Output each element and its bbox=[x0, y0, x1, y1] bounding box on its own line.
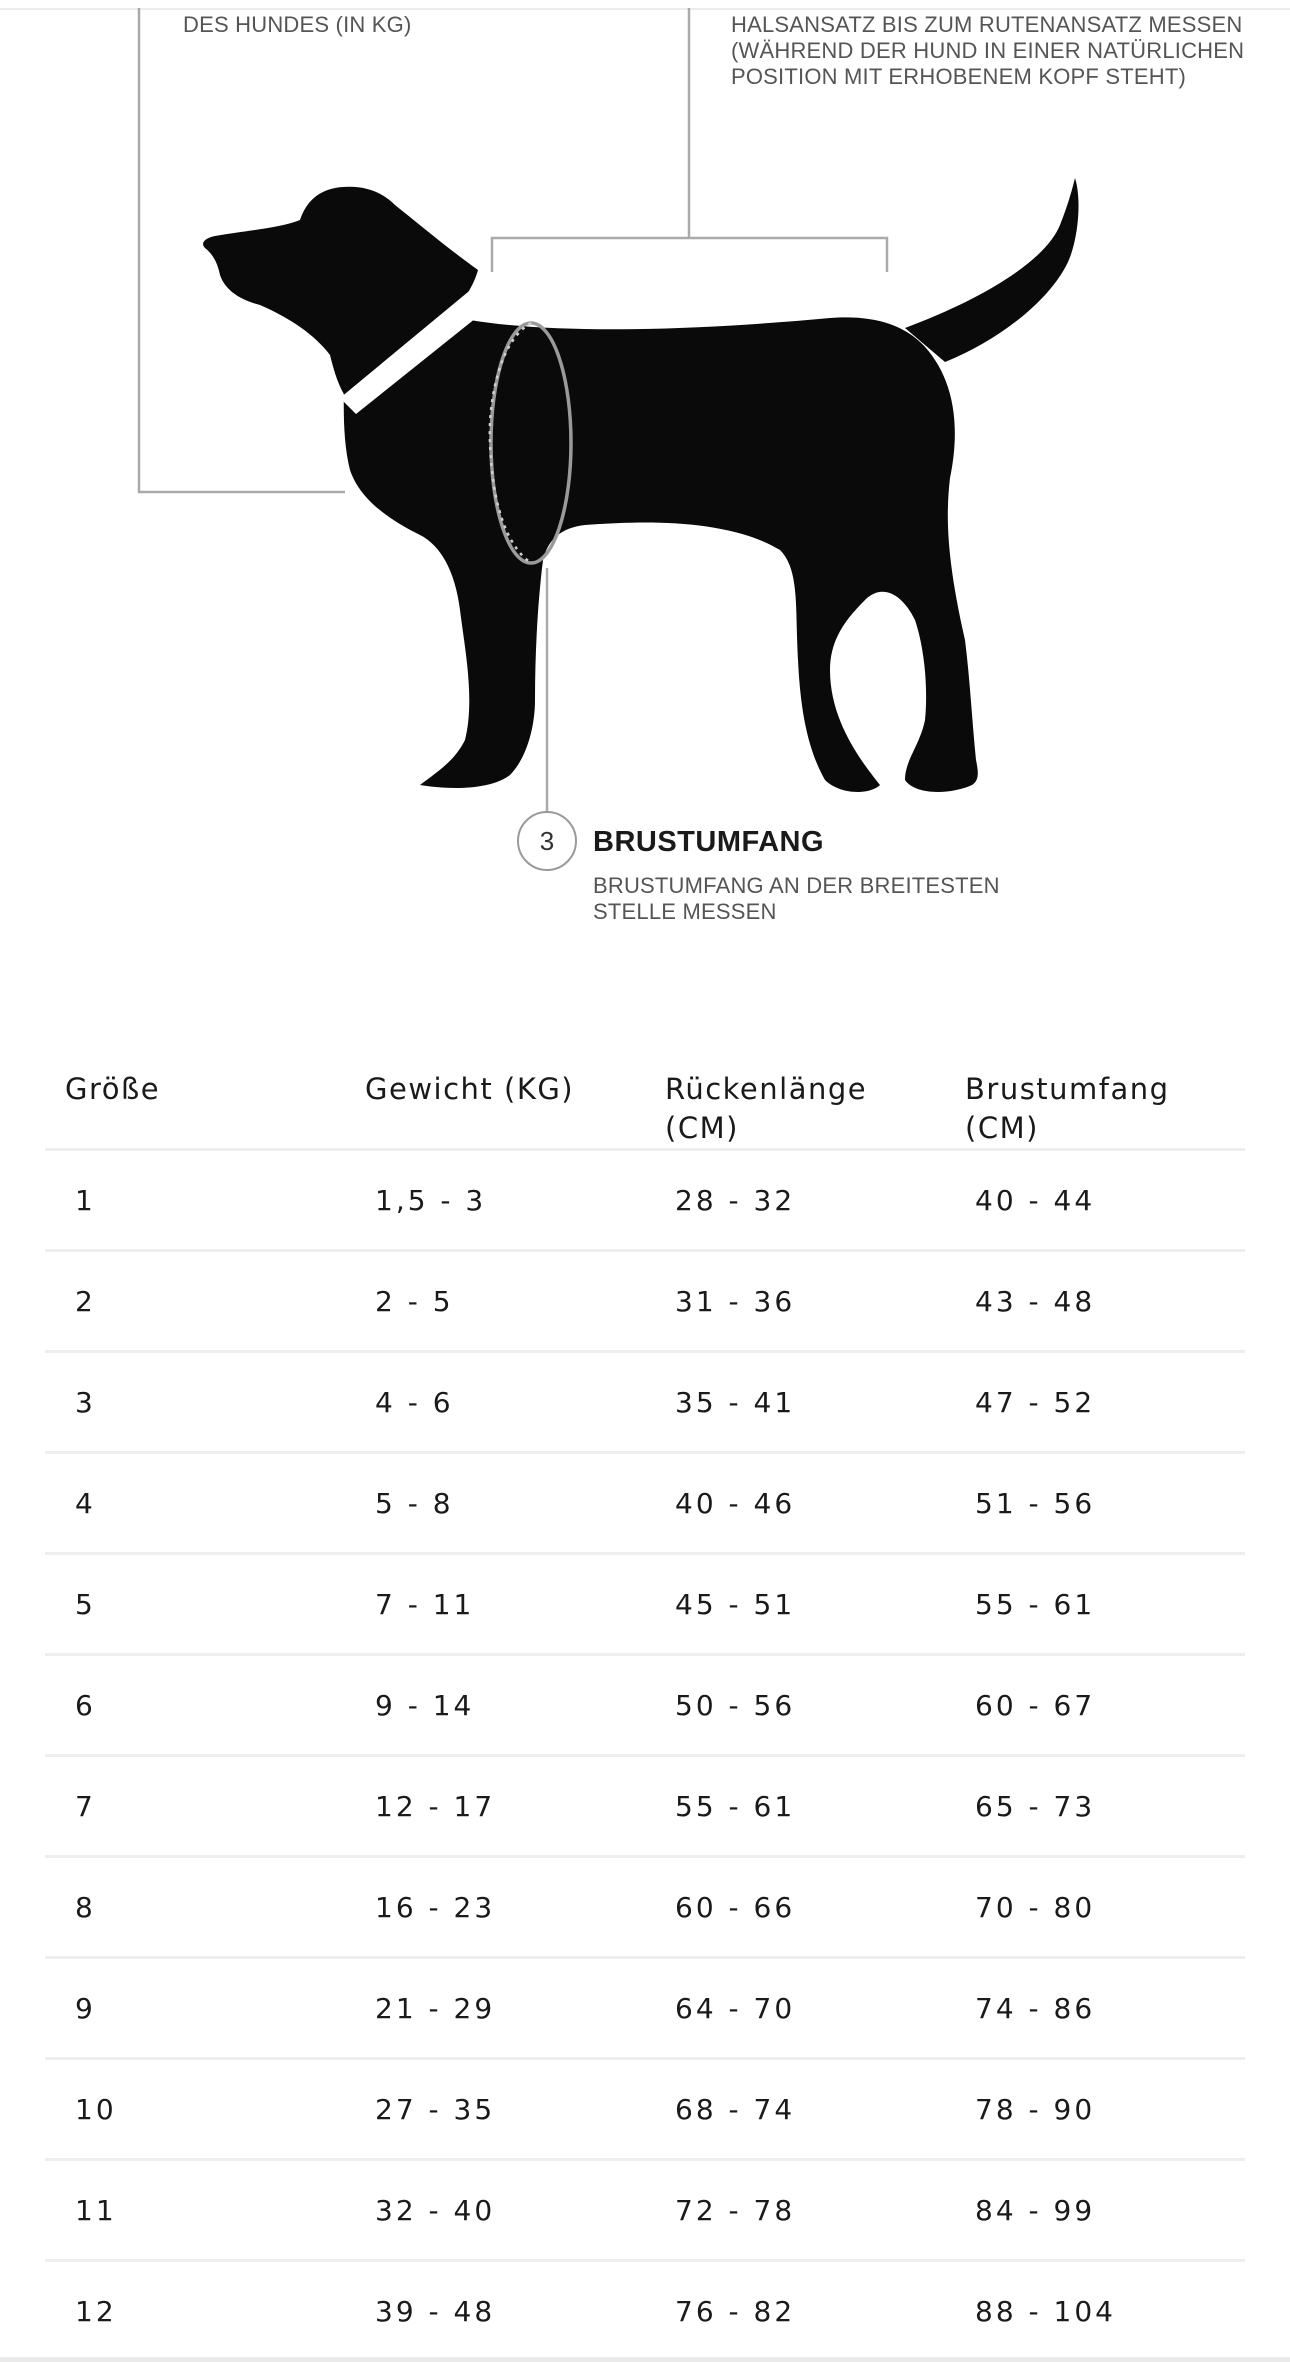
chest-girth-cell: 65 - 73 bbox=[945, 1756, 1245, 1857]
chest-girth-cell: 70 - 80 bbox=[945, 1857, 1245, 1958]
back-length-cell: 55 - 61 bbox=[645, 1756, 945, 1857]
size-cell: 4 bbox=[45, 1453, 345, 1554]
weight-cell: 9 - 14 bbox=[345, 1655, 645, 1756]
chest-girth-cell: 43 - 48 bbox=[945, 1251, 1245, 1352]
chest-girth-cell: 51 - 56 bbox=[945, 1453, 1245, 1554]
weight-cell: 1,5 - 3 bbox=[345, 1150, 645, 1251]
chest-title: BRUSTUMFANG bbox=[593, 826, 825, 858]
chest-girth-cell: 84 - 99 bbox=[945, 2160, 1245, 2261]
back-length-cell: 60 - 66 bbox=[645, 1857, 945, 1958]
chest-girth-cell: 74 - 86 bbox=[945, 1958, 1245, 2059]
size-cell: 1 bbox=[45, 1150, 345, 1251]
size-cell: 10 bbox=[45, 2059, 345, 2160]
back-length-cell: 40 - 46 bbox=[645, 1453, 945, 1554]
size-cell: 12 bbox=[75, 2295, 117, 2329]
table-row bbox=[45, 1352, 1245, 1453]
chest-girth-cell: 60 - 67 bbox=[945, 1655, 1245, 1756]
size-table-header bbox=[45, 1050, 1245, 1150]
weight-cell: 2 - 5 bbox=[345, 1251, 645, 1352]
back-length-cell: 28 - 32 bbox=[645, 1150, 945, 1251]
table-row bbox=[45, 1554, 1245, 1655]
table-row bbox=[45, 1150, 1245, 1251]
table-row bbox=[45, 2261, 1245, 2362]
size-cell: 2 bbox=[45, 1251, 345, 1352]
back-length-cell: 31 - 36 bbox=[645, 1251, 945, 1352]
chest-girth-cell: 40 - 44 bbox=[945, 1150, 1245, 1251]
chest-description: BRUSTUMFANG AN DER BREITESTEN STELLE MESSEN bbox=[593, 873, 1000, 924]
header-row bbox=[45, 1050, 1245, 1150]
bottom-divider bbox=[0, 2357, 1290, 2362]
table-row bbox=[45, 1453, 1245, 1554]
weight-cell: 12 - 17 bbox=[345, 1756, 645, 1857]
back-length-cell: 76 - 82 bbox=[675, 2295, 796, 2329]
table-row bbox=[45, 2059, 1245, 2160]
size-cell: 11 bbox=[45, 2160, 345, 2261]
chest-girth-cell: 47 - 52 bbox=[945, 1352, 1245, 1453]
weight-caption: DES HUNDES (IN KG) bbox=[183, 12, 412, 37]
size-cell: 3 bbox=[45, 1352, 345, 1453]
header-size: Größe bbox=[45, 1050, 345, 1150]
weight-cell: 39 - 48 bbox=[375, 2295, 496, 2329]
back-length-cell: 45 - 51 bbox=[645, 1554, 945, 1655]
back-length-caption: HALSANSATZ BIS ZUM RUTENANSATZ MESSEN (WÄHREND DER HUND IN EINER NATÜRLICHEN POSITION MIT ERHOBENEM KOPF STEHT) bbox=[731, 12, 1245, 89]
weight-cell: 21 - 29 bbox=[345, 1958, 645, 2059]
header-back-length: Rückenlänge (CM) bbox=[645, 1050, 945, 1150]
chest-step-badge: 3 bbox=[517, 811, 577, 871]
illustration-canvas bbox=[0, 0, 1290, 960]
weight-cell: 4 - 6 bbox=[345, 1352, 645, 1453]
dog-silhouette-icon bbox=[203, 178, 1078, 792]
size-chart-table bbox=[45, 1050, 1245, 2362]
size-table-body bbox=[45, 1150, 1245, 2362]
weight-cell: 5 - 8 bbox=[345, 1453, 645, 1554]
back-length-cell: 68 - 74 bbox=[645, 2059, 945, 2160]
table-row bbox=[45, 1251, 1245, 1352]
size-cell: 5 bbox=[45, 1554, 345, 1655]
header-weight: Gewicht (KG) bbox=[345, 1050, 645, 1150]
weight-cell: 27 - 35 bbox=[345, 2059, 645, 2160]
table-row bbox=[45, 1655, 1245, 1756]
table-row bbox=[45, 1958, 1245, 2059]
weight-cell: 16 - 23 bbox=[345, 1857, 645, 1958]
table-row bbox=[45, 1857, 1245, 1958]
weight-cell: 7 - 11 bbox=[345, 1554, 645, 1655]
size-cell: 6 bbox=[45, 1655, 345, 1756]
size-cell: 7 bbox=[45, 1756, 345, 1857]
back-length-cell: 50 - 56 bbox=[645, 1655, 945, 1756]
back-length-cell: 35 - 41 bbox=[645, 1352, 945, 1453]
chest-girth-cell: 55 - 61 bbox=[945, 1554, 1245, 1655]
header-chest-girth: Brustumfang (CM) bbox=[945, 1050, 1245, 1150]
dog-measurement-illustration bbox=[0, 0, 1290, 960]
back-length-bracket bbox=[492, 238, 887, 272]
chest-girth-cell: 78 - 90 bbox=[945, 2059, 1245, 2160]
weight-cell: 32 - 40 bbox=[345, 2160, 645, 2261]
chest-girth-cell: 88 - 104 bbox=[975, 2295, 1116, 2329]
size-cell: 8 bbox=[45, 1857, 345, 1958]
back-length-cell: 64 - 70 bbox=[645, 1958, 945, 2059]
table-row bbox=[45, 2160, 1245, 2261]
size-cell: 9 bbox=[45, 1958, 345, 2059]
table-row bbox=[45, 1756, 1245, 1857]
back-length-cell: 72 - 78 bbox=[645, 2160, 945, 2261]
